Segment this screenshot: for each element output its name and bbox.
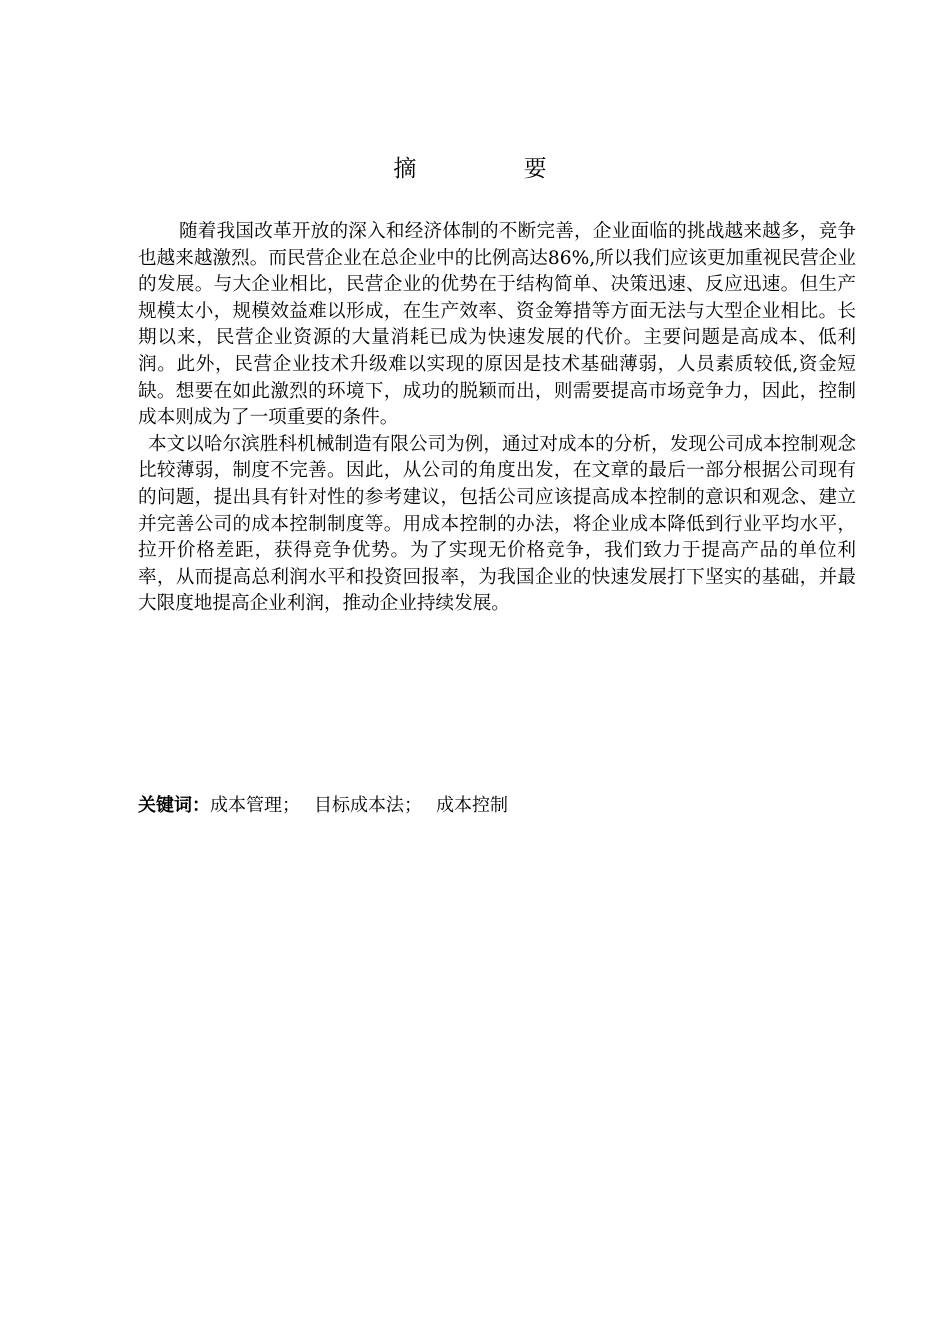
keyword-item: 目标成本法； <box>314 795 422 816</box>
keyword-item: 成本控制 <box>436 795 508 816</box>
abstract-title: 摘 要 <box>393 156 597 182</box>
keywords-label: 关键词： <box>138 795 210 816</box>
abstract-body <box>138 219 856 618</box>
keyword-item: 成本管理； <box>210 795 300 816</box>
abstract-paragraph-1: 随着我国改革开放的深入和经济体制的不断完善，企业面临的挑战越来越多，竞争也越来越激烈。而民营企业在总企业中的比例高达86%,所以我们应该更加重视民营企业的发展。与大企业相比，民营企业的优势在于结构简单、决策迅速、反应迅速。但生产规模太小，规模效益难以形成，在生产效率、资金筹措等方面无法与大型企业相比。长期以来，民营企业资源的大量消耗已成为快速发展的代价。主要问题是高成本、低利润。此外，民营企业技术升级难以实现的原因是技术基础薄弱，人员素质较低,资金短缺。想要在如此激烈的环境下，成功的脱颖而出，则需要提高市场竞争力，因此，控制成本则成为了一项重要的条件。 <box>138 221 856 429</box>
keywords-line <box>138 792 856 820</box>
abstract-paragraph-2: 本文以哈尔滨胜科机械制造有限公司为例，通过对成本的分析，发现公司成本控制观念比较薄弱，制度不完善。因此，从公司的角度出发，在文章的最后一部分根据公司现有的问题，提出具有针对性的参考建议，包括公司应该提高成本控制的意识和观念、建立并完善公司的成本控制制度等。用成本控制的办法，将企业成本降低到行业平均水平，拉开价格差距，获得竞争优势。为了实现无价格竞争，我们致力于提高产品的单位利率，从而提高总利润水平和投资回报率，为我国企业的快速发展打下坚实的基础，并最大限度地提高企业利润，推动企业持续发展。 <box>138 433 856 615</box>
